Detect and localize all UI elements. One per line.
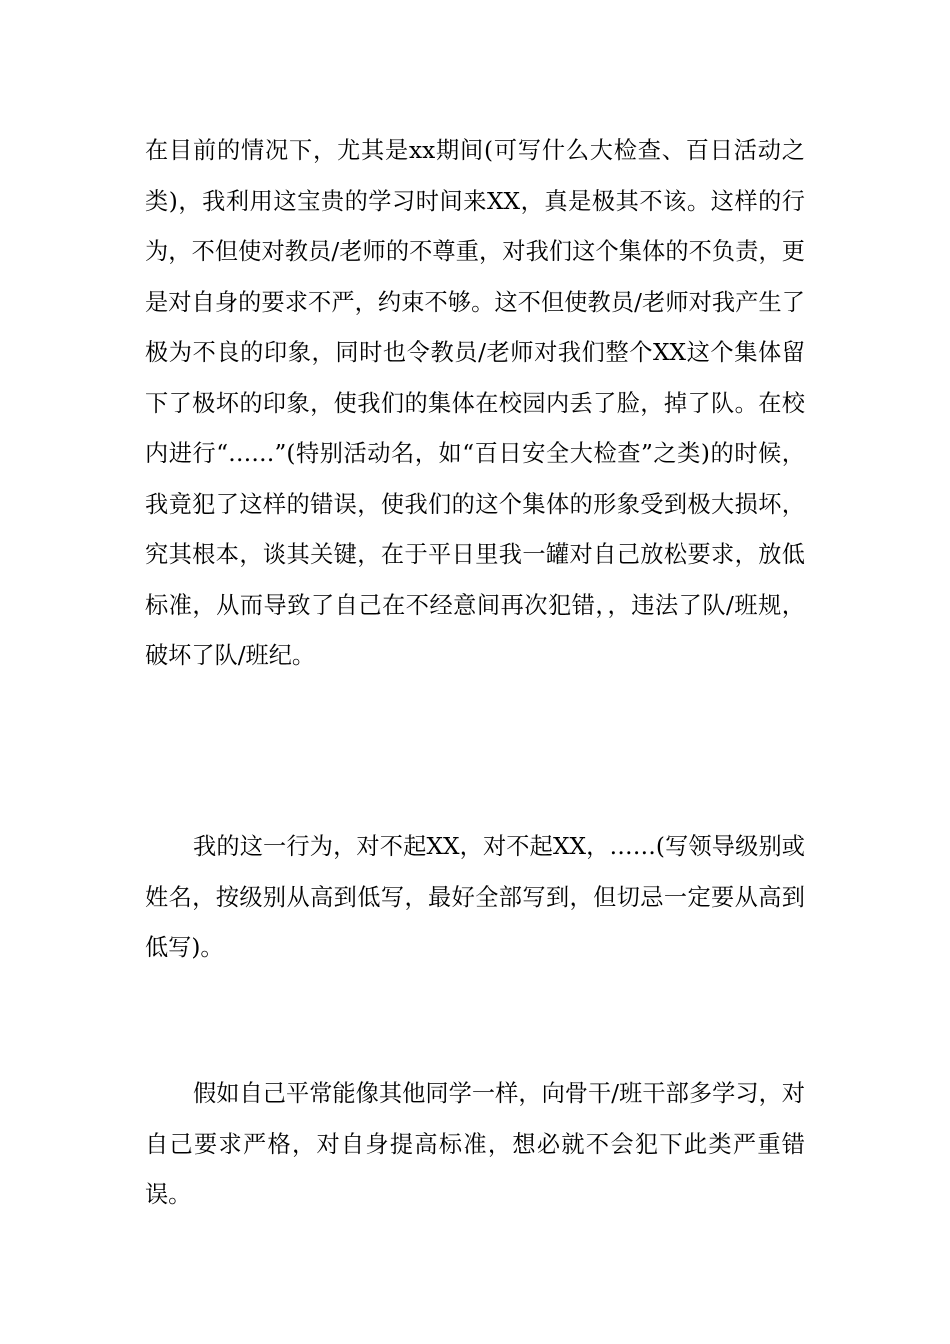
paragraph-2: 我的这一行为，对不起XX，对不起XX，……(写领导级别或姓名，按级别从高到低写，最好全部写到，但切忌一定要从高到低写)。 xyxy=(145,833,805,961)
paragraph-1: 在目前的情况下，尤其是xx期间(可写什么大检查、百日活动之类)，我利用这宝贵的学习时间来XX，真是极其不该。这样的行为，不但使对教员/老师的不尊重，对我们这个集体的不负责，更是对自身的要求不严，约束不够。这不但使教员/老师对我产生了极为不良的印象，同时也令教员/老师对我们整个XX这个集体留下了极坏的印象，使我们的集体在校园内丢了脸，掉了队。在校内进行“……”(特别活动名，如“百日安全大检查”之类)的时候，我竟犯了这样的错误，使我们的这个集体的形象受到极大损坏，究其根本，谈其关键，在于平日里我一罐对自己放松要求，放低标准，从而导致了自己在不经意间再次犯错，，违法了队/班规，破坏了队/班纪。 xyxy=(145,137,805,669)
paragraph-3: 假如自己平常能像其他同学一样，向骨干/班干部多学习，对自己要求严格，对自身提高标准，想必就不会犯下此类严重错误。 xyxy=(145,1080,805,1208)
